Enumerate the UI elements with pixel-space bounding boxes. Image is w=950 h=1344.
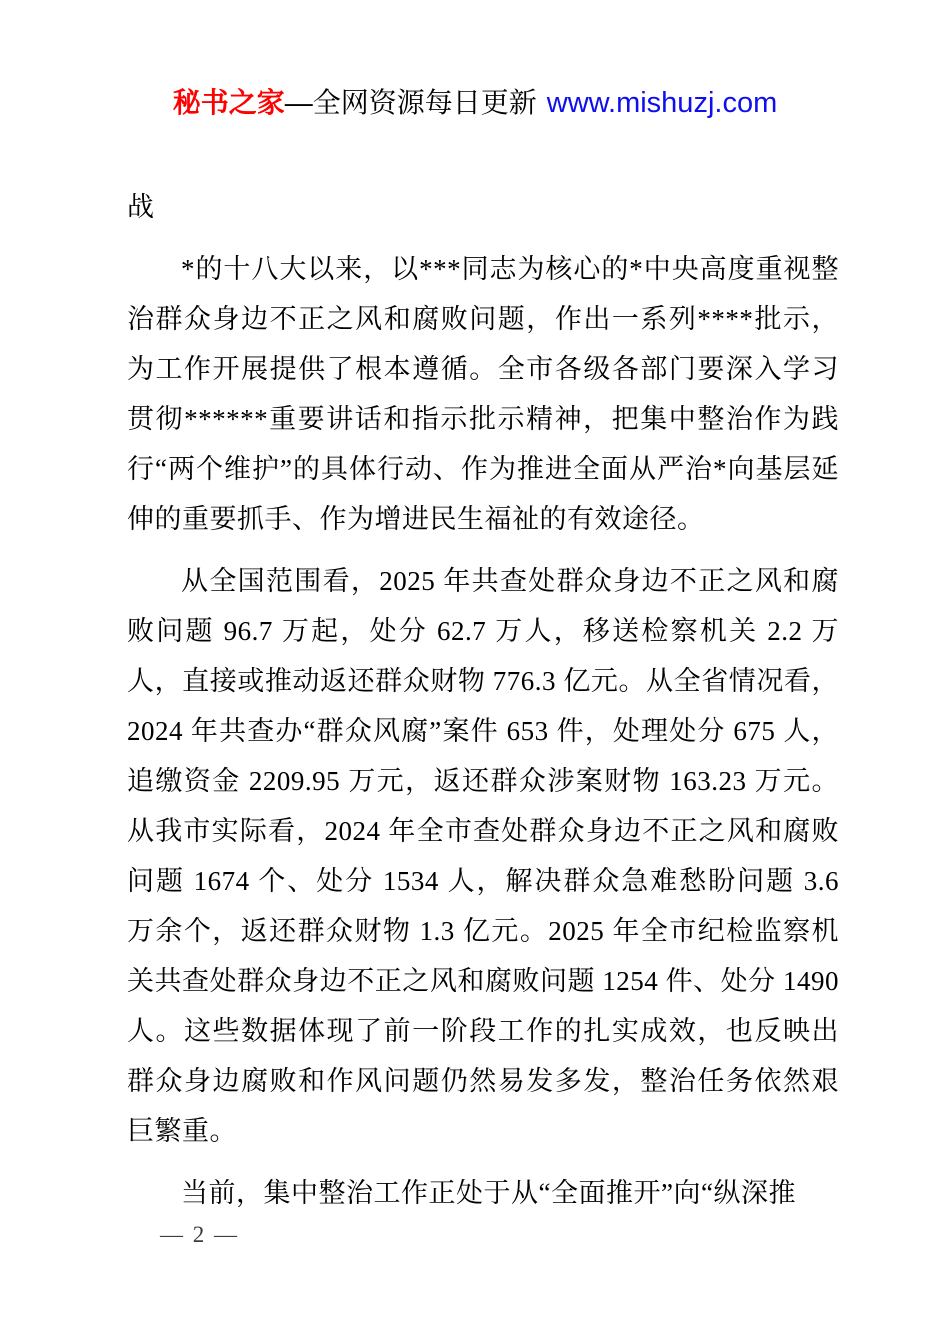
site-name: 秘书之家: [172, 87, 285, 118]
site-header: [0, 86, 950, 120]
paragraph: 当前，集中整治工作正处于从“全面推开”向“纵深推: [181, 1178, 796, 1208]
document-body: [127, 182, 839, 1230]
header-separator: —: [284, 87, 313, 118]
site-url-link[interactable]: www.mishuzj.com: [546, 87, 778, 119]
site-tagline: 全网资源每日更新: [312, 87, 537, 118]
paragraph-continuation: 战: [127, 192, 155, 222]
paragraph: *的十八大以来，以***同志为核心的*中央高度重视整治群众身边不正之风和腐败问题，作出一系列****批示，为工作开展提供了根本遵循。全市各级各部门要深入学习贯彻******重要讲话和指示批示精神，把集中整治作为践行“两个维护”的具体行动、作为推进全面从严治*向基层延伸的重要抓手、作为增进民生福祉的有效途径。: [127, 254, 839, 534]
page-number: — 2 —: [160, 1222, 239, 1247]
paragraph: 从全国范围看，2025 年共查处群众身边不正之风和腐败问题 96.7 万起，处分 62.7 万人，移送检察机关 2.2 万人，直接或推动返还群众财物 776.3 亿元。从全省情况看，2024 年共查办“群众风腐”案件 653 件，处理处分 675 人，追缴资金 2209.95 万元，返还群众涉案财物 163.23 万元。从我市实际看，2024 年全市查处群众身边不正之风和腐败问题 1674 个、处分 1534 人，解决群众急难愁盼问题 3.6 万余个，返还群众财物 1.3 亿元。2025 年全市纪检监察机关共查处群众身边不正之风和腐败问题 1254 件、处分 1490 人。这些数据体现了前一阶段工作的扎实成效，也反映出群众身边腐败和作风问题仍然易发多发，整治任务依然艰巨繁重。: [127, 566, 839, 1146]
